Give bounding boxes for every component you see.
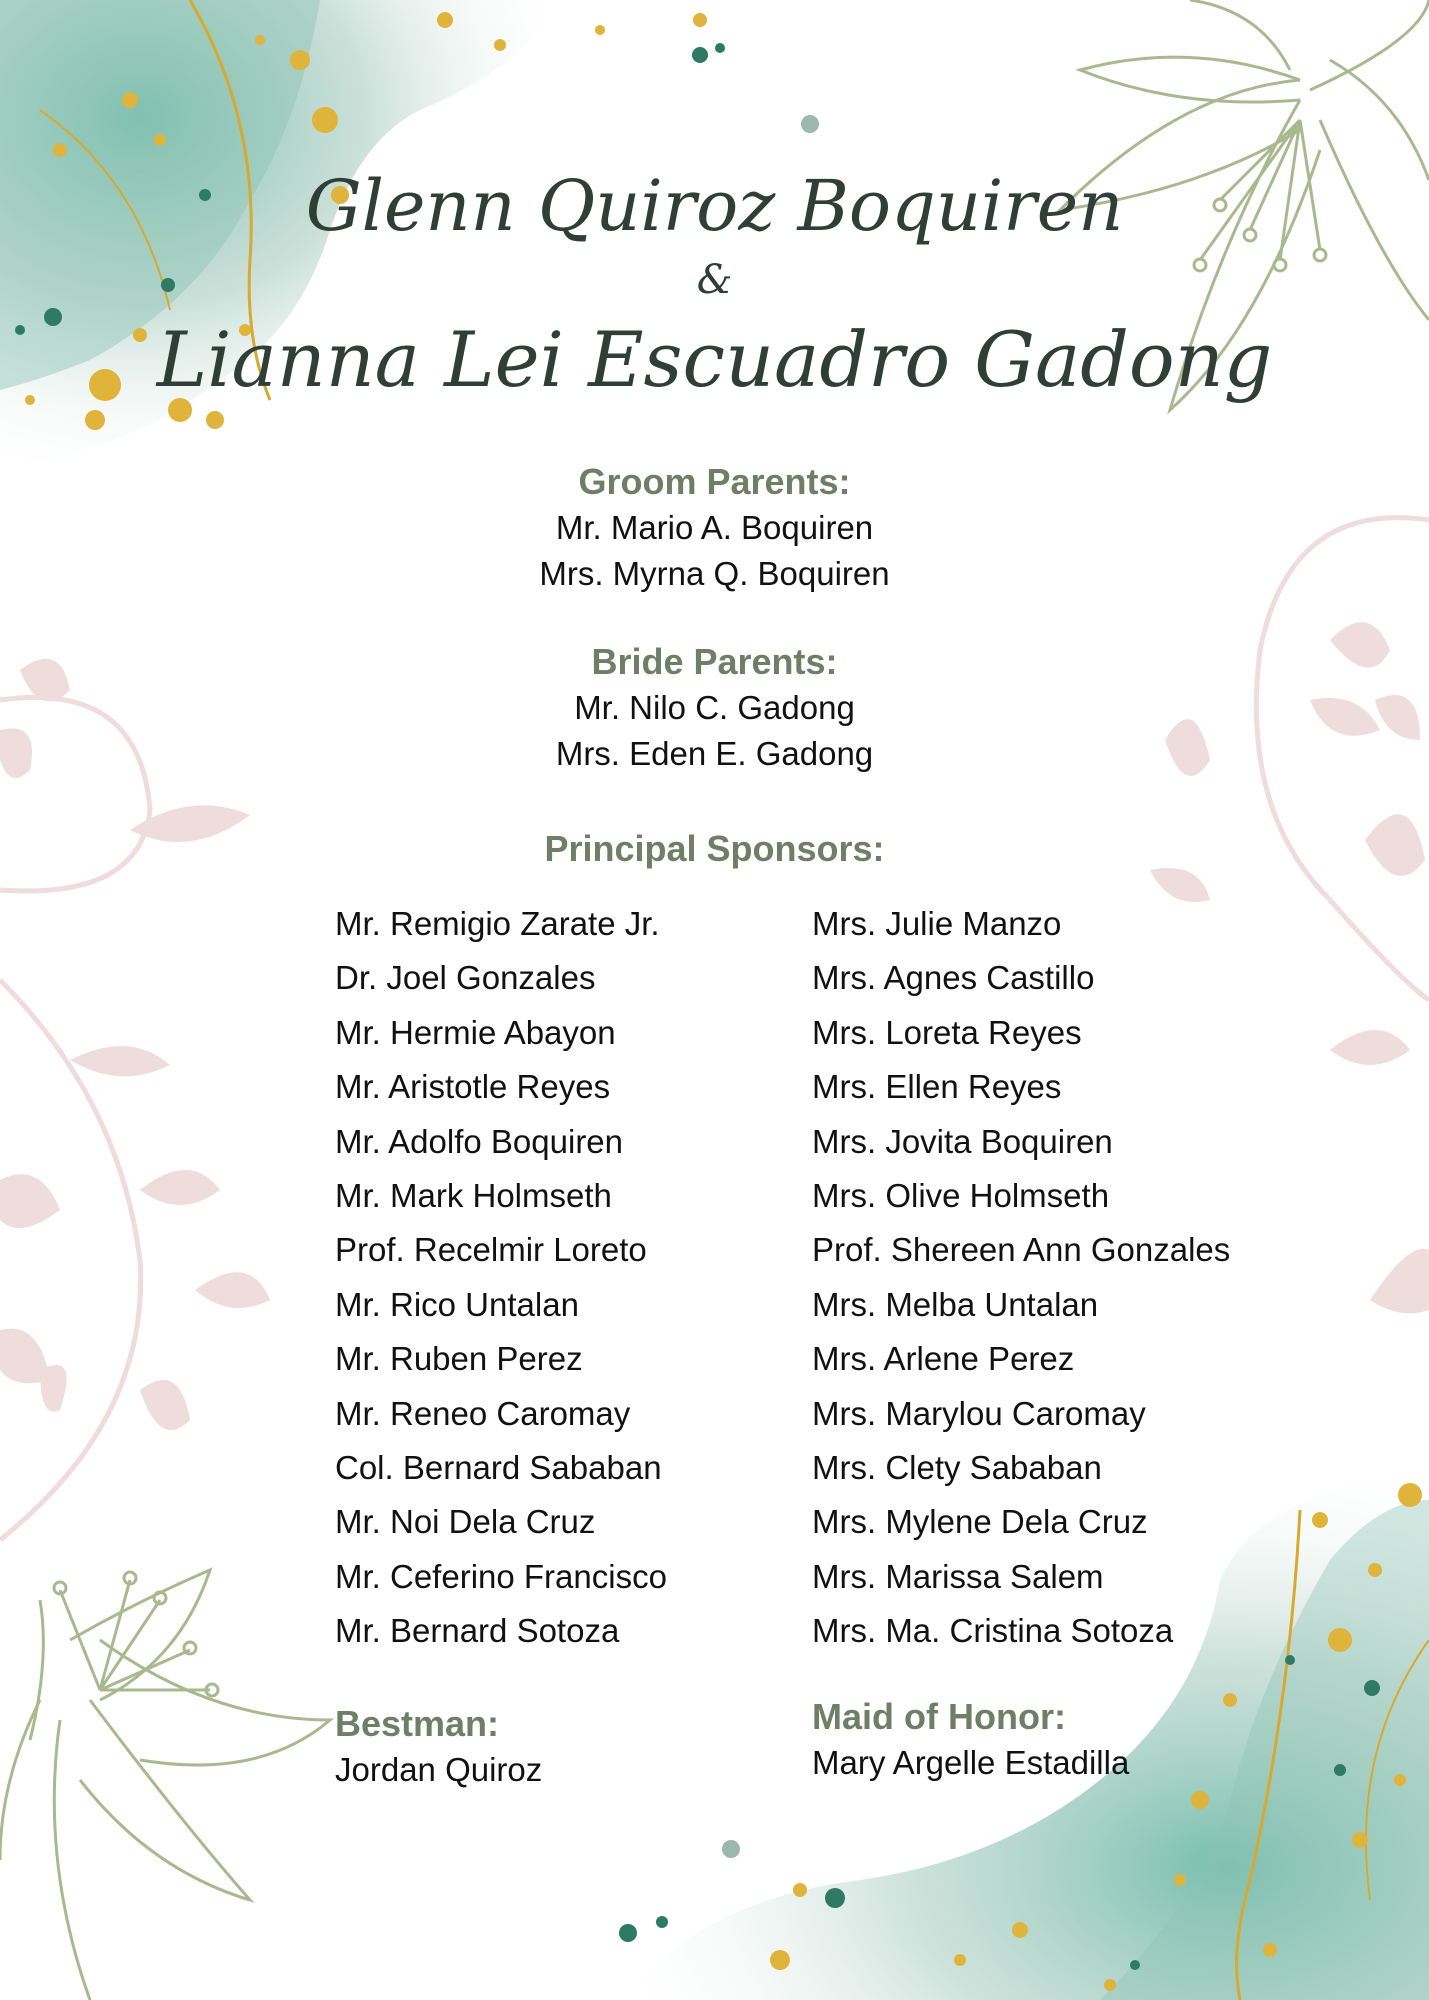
groom-parents-heading: Groom Parents: bbox=[578, 461, 851, 502]
sponsor-right: Mrs. Julie Manzo bbox=[812, 905, 1062, 942]
sponsor-right: Mrs. Agnes Castillo bbox=[812, 959, 1095, 997]
principal-sponsors-section bbox=[0, 826, 1429, 872]
sponsor-left: Mr. Ruben Perez bbox=[335, 1340, 583, 1378]
sponsor-left: Dr. Joel Gonzales bbox=[335, 959, 596, 997]
bestman-section bbox=[335, 1701, 542, 1793]
sponsor-left: Mr. Bernard Sotoza bbox=[335, 1612, 620, 1650]
sponsor-left: Mr. Mark Holmseth bbox=[335, 1176, 612, 1214]
bestman-name: Jordan Quiroz bbox=[335, 1751, 543, 1788]
groom-mother: Mrs. Myrna Q. Boquiren bbox=[539, 555, 890, 592]
sponsor-left: Mr. Remigio Zarate Jr. bbox=[335, 905, 660, 942]
maid-of-honor-heading: Maid of Honor: bbox=[812, 1696, 1066, 1737]
sponsor-right: Mrs. Melba Untalan bbox=[812, 1285, 1099, 1323]
principal-sponsors-heading: Principal Sponsors: bbox=[544, 828, 885, 869]
sponsor-left: Prof. Recelmir Loreto bbox=[335, 1231, 647, 1269]
sponsor-right: Mrs. Ellen Reyes bbox=[812, 1068, 1062, 1106]
sponsor-left: Mr. Reneo Caromay bbox=[335, 1394, 631, 1432]
bestman-heading: Bestman: bbox=[335, 1703, 500, 1744]
sponsor-right: Mrs. Jovita Boquiren bbox=[812, 1122, 1113, 1160]
sponsor-right: Prof. Shereen Ann Gonzales bbox=[812, 1231, 1231, 1269]
sponsor-left: Mr. Aristotle Reyes bbox=[335, 1068, 611, 1106]
sponsor-right: Mrs. Olive Holmseth bbox=[812, 1176, 1110, 1214]
maid-of-honor-section bbox=[812, 1694, 1129, 1786]
bottom-left-lily-icon bbox=[0, 1570, 330, 2000]
bride-parents-heading: Bride Parents: bbox=[591, 641, 838, 682]
sponsor-left: Mr. Adolfo Boquiren bbox=[335, 1122, 624, 1160]
sponsor-left: Mr. Ceferino Francisco bbox=[335, 1557, 667, 1595]
maid-of-honor-name: Mary Argelle Estadilla bbox=[812, 1744, 1130, 1781]
sponsor-right: Mrs. Mylene Dela Cruz bbox=[812, 1503, 1148, 1541]
bride-mother: Mrs. Eden E. Gadong bbox=[555, 735, 874, 772]
sponsors-right-column bbox=[812, 897, 1230, 1658]
sponsor-left: Mr. Noi Dela Cruz bbox=[335, 1503, 596, 1541]
sponsor-right: Mrs. Arlene Perez bbox=[812, 1340, 1075, 1378]
sponsor-right: Mrs. Marissa Salem bbox=[812, 1557, 1104, 1595]
sponsor-right: Mrs. Loreta Reyes bbox=[812, 1013, 1082, 1051]
left-blush-vine-icon bbox=[0, 659, 270, 1540]
groom-name: Glenn Quiroz Boquiren bbox=[305, 165, 1124, 247]
sponsors-left-column bbox=[335, 897, 667, 1658]
ampersand: & bbox=[696, 257, 733, 303]
groom-father: Mr. Mario A. Boquiren bbox=[555, 509, 874, 546]
groom-parents-section bbox=[0, 459, 1429, 597]
sponsor-right: Mrs. Clety Sababan bbox=[812, 1448, 1102, 1486]
sponsor-left: Mr. Hermie Abayon bbox=[335, 1013, 616, 1051]
sponsor-left: Col. Bernard Sababan bbox=[335, 1448, 662, 1486]
sponsor-right: Mrs. Marylou Caromay bbox=[812, 1394, 1146, 1432]
bride-name: Lianna Lei Escuadro Gadong bbox=[156, 315, 1273, 404]
bride-parents-section bbox=[0, 639, 1429, 777]
sponsor-right: Mrs. Ma. Cristina Sotoza bbox=[812, 1612, 1174, 1650]
sponsor-left: Mr. Rico Untalan bbox=[335, 1285, 579, 1323]
bride-father: Mr. Nilo C. Gadong bbox=[574, 689, 855, 726]
